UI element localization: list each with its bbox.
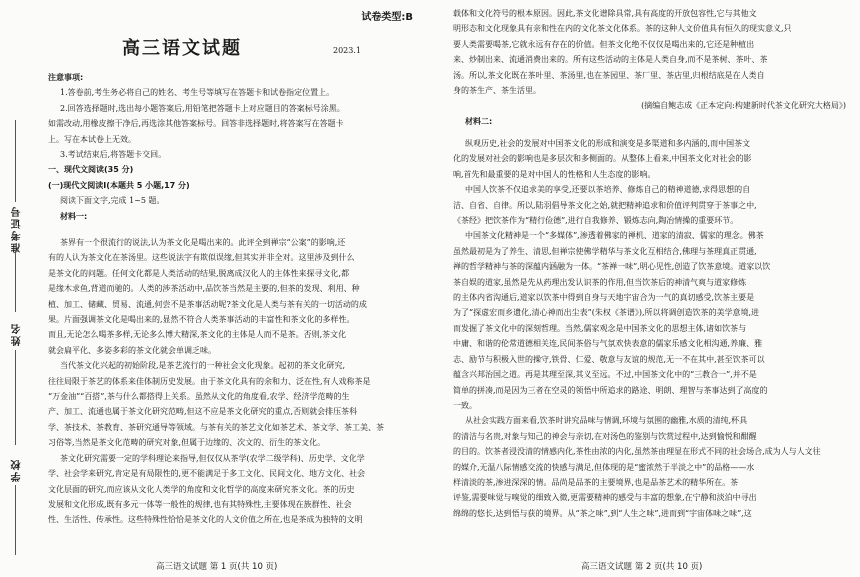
text-line: 中国茶文化精神是一个“多媒体”,渗透着佛家的禅机、道家的清寂、儒家的理念。佛茶 bbox=[465, 231, 764, 241]
exam-type-label: 试卷类型:B bbox=[361, 12, 413, 23]
exam-date: 2023.1 bbox=[333, 46, 361, 55]
material-label: 材料一: bbox=[60, 211, 88, 221]
text-line: 中国人饮茶不仅追求美的享受,还要以茶培养、修炼自己的精神道德,求得思想的自 bbox=[465, 185, 751, 195]
text-line: 的主体内省沟通后,道家以饮茶中得到自身与天地宇宙合为一气的真切感受,饮茶主要是 bbox=[453, 293, 755, 303]
text-line: 《茶经》把饮茶作为“精行俭德”,进行自我修养、锻炼志向,陶冶情操的重要环节。 bbox=[453, 216, 739, 226]
page-2 bbox=[431, 0, 860, 577]
notice-heading: 注意事项: bbox=[48, 73, 84, 82]
text-line: 来、炒制出来、流通消费出来的。所有这些活动的主体是人类自身,而不是茶树、茶叶、茶 bbox=[453, 55, 768, 65]
notice-item: 1.答卷前,考生务必将自己的姓名、考生号等填写在答题卡和试卷指定位置上。 bbox=[60, 88, 335, 98]
name-label: 姓名 bbox=[12, 322, 23, 346]
text-line: 茶界有一个很流行的说法,认为茶文化是喝出来的。此评全到禅宗“公案”的影响,还 bbox=[60, 238, 346, 247]
text-line: 学、社会学来研究,肯定是有局限性的,更不能满足于多工文化、民间文化、地方文化、社会 bbox=[48, 469, 366, 479]
text-line: 从社会实践方面来看,饮茶时讲究品味与情调,环境与氛围的幽雅,水质的清纯,杯具 bbox=[465, 416, 748, 426]
source-citation: (摘编自鲍志成《正本定向:构建新时代茶文化研究大格局》) bbox=[641, 101, 846, 111]
text-line: 一致。 bbox=[453, 400, 477, 410]
text-line: 响,首先和最重要的是对中国人的性格和人生态度的影响。 bbox=[453, 169, 656, 179]
notice-item: 2.回答选择题时,选出每小题答案后,用铅笔把答题卡上对应题目的答案标号涂黑。 bbox=[60, 103, 345, 113]
exam-number-label: 准考证号 bbox=[12, 205, 23, 253]
text-line: 样清淡的茶,渗进深深的情。品尚是品茶的主要境界,也是品茶艺术的精华所在。茶 bbox=[453, 477, 739, 487]
text-line: 载体和文化符号的根本原因。因此,茶文化谱除具常,具有高度的开放包容性,它与其他文 bbox=[453, 9, 757, 18]
page-footer: 高三语文试题 第 1 页(共 10 页) bbox=[156, 562, 278, 572]
binding-line bbox=[15, 250, 16, 312]
text-line: 往往局限于茶艺的体系来佳体制历史发展。由于茶文化具有的余和力、泛在性,有人戏称茶是 bbox=[48, 376, 371, 386]
binding-margin bbox=[0, 0, 46, 577]
school-label: 学校 bbox=[12, 458, 23, 482]
text-line: 植、加工、储藏、贸易、流通,何尝不是茶事活动呢?茶文化是人类与茶有关的一切活动的成 bbox=[48, 299, 367, 309]
material-label: 材料二: bbox=[465, 116, 493, 126]
text-line: 的目的。饮茶者浸没清的情感内化,茶性由浓的内化,虽然茶由理显在形式不同的社会场合,成为人与人文往 bbox=[453, 447, 821, 457]
text-line: 志、励节与积极入世的操守,铁骨、仁爱、敬意与友谊的规范,无一不在其中,甚至饮茶可以 bbox=[453, 354, 765, 364]
text-line: 化的发展对社会的影响也是多层次和多侧面的。从整体上看来,中国茶文化对社会的影 bbox=[453, 154, 752, 164]
notice-item: 3.考试结束后,将答题卡交回。 bbox=[60, 150, 167, 160]
material-1-continued bbox=[453, 6, 846, 129]
material-1-body bbox=[48, 235, 421, 528]
text-line: 茶自娱的道家,虽然是先从药理出发认识茶的作用,但当饮茶后的神清气爽与道家修炼 bbox=[453, 277, 747, 287]
text-line: 茶文化研究需要一定的学科理论来指导,但仅仅从茶学(农学二级学科)、历史学、文化学 bbox=[60, 453, 365, 463]
text-line: 的媒介,无温八际情感交流的快感与满足,但体现的是“蜜浓然于半淡之中”的品格——水 bbox=[453, 462, 755, 472]
page-title: 高三语文试题 bbox=[122, 38, 242, 59]
text-line: 要人类需要喝茶,它就永远有存在的价值。但茶文化绝不仅仅是喝出来的,它还是种植出 bbox=[453, 39, 755, 49]
text-line: 果。片面强调茶文化是喝出来的,显然不符合人类茶事活动的丰富性和茶文化的多样性。 bbox=[48, 315, 355, 325]
binding-line bbox=[15, 485, 16, 555]
text-line: “万金油”“百搭”,茶与什么都搭得上关系。虽然从文化的角度看,农学、经济学范畴的生 bbox=[48, 392, 350, 402]
text-line: 汤。所以,茶文化既在茶叶里、茶汤里,也在茶园里、茶厂里、茶店里,归根结底是在人类自 bbox=[453, 70, 765, 80]
text-line: 有的人认为茶文化在茶汤里。这些说法字有欺似误缘,但其实并非全对。这里涉及到什么 bbox=[48, 253, 355, 263]
text-line: 绵绵的悠长,达到悟与获的境界。从“茶之味”,到“人生之味”,进而到“宇宙体味之味”,这 bbox=[453, 508, 752, 518]
text-line: 文化层面的研究,而应该从文化人类学的角度和文化哲学的高度来研究茶文化。茶的历史 bbox=[48, 484, 355, 494]
text-line: 是缘木求鱼,背道而驰的。人类的涉茶活动中,品饮茶当然是主要的,但茶的发现、利用、种 bbox=[48, 284, 360, 294]
text-line: 为了“探虚宏而乡遗化,清心神而出尘表”(朱权《茶谱》),所以将调创造饮茶的美学意境,进 bbox=[453, 308, 760, 318]
text-line: 蕴含兴邦治国之道。再是其理至深,其义至远。不过,中国茶文化中的“三教合一”,并不是 bbox=[453, 370, 757, 380]
notice-item: 上。写在本试卷上无效。 bbox=[48, 134, 136, 144]
page-footer: 高三语文试题 第 2 页(共 10 页) bbox=[581, 562, 703, 572]
binding-line bbox=[15, 350, 16, 445]
text-line: 产、加工、流通也属于茶文化研究范畴,但这不应是茶文化研究的重点,否则就会排压茶科 bbox=[48, 407, 358, 417]
text-line: 习俗等,当然是茶文化范畴的研究对象,但属于边缘的、次文的、衍生的茶文化。 bbox=[48, 438, 326, 448]
text-line: 发展和文化形成,既有多元一体等一般性的规律,也有其特殊性,主要体现在族群性、社会 bbox=[48, 499, 352, 509]
text-line: 的清洁与名贵,对象与知己的神会与亲切,在对汤色的鉴别与饮赏过程中,达到愉悦和酣醒 bbox=[453, 431, 757, 441]
text-line: 虽然最初是为了养生、清思,但禅宗使佛学精华与茶文化互相结合,佛理与茶理真正贯通, bbox=[453, 246, 757, 256]
text-line: 明形态和文化现象具有亲和性在内的文化茶文化体系。茶的这种人文价值具有恒久的现实意义,只 bbox=[453, 24, 792, 34]
subsection-heading: (一)现代文阅读Ⅰ(本题共 5 小题,17 分) bbox=[48, 180, 190, 190]
material-2-body bbox=[453, 136, 846, 521]
notice-section bbox=[48, 70, 421, 224]
section-heading: 一、现代文阅读(35 分) bbox=[48, 165, 134, 175]
text-line: 纵观历史,社会的发展对中国茶文化的形成和演变是多渠道和多内涵的,而中国茶文 bbox=[465, 139, 751, 148]
text-line: 禅的哲学精神与茶的深蕴内涵融为一体。“茶禅一味”,明心见性,创造了饮茶意境。道家以饮 bbox=[453, 262, 771, 272]
text-line: 性、生活性、传承性。这些特殊性恰恰是茶文化的人文价值之所在,也是茶成为独特的文明 bbox=[48, 515, 363, 525]
text-line: 中庸、和谐的伦常道德相关连,民间茶俗与气氛欢快表意的儒家乐感文化相沟通,养廉、雅 bbox=[453, 339, 763, 349]
notice-item: 如需改动,用橡皮擦干净后,再选涂其他答案标号。回答非选择题时,将答案写在答题卡 bbox=[48, 119, 344, 129]
text-line: 而且,无论怎么喝茶多样,无论多么博大精深,茶文化的主体是人而不是茶。否则,茶文化 bbox=[48, 330, 347, 340]
instruction-text: 阅读下面文字,完成 1~5 题。 bbox=[60, 196, 165, 206]
text-line: 评鉴,需要味觉与嗅觉的细致入微,更需要精神的感受与丰富的想象,在宁静和淡泊中寻出 bbox=[453, 493, 757, 503]
text-line: 就会扁平化、多姿多彩的茶文化就会单调乏味。 bbox=[48, 345, 216, 355]
text-line: 学、茶技术、茶教育、茶研究通导等领域。与茶有关的茶艺文化如茶艺术、茶文学、茶工美、茶 bbox=[48, 422, 384, 432]
text-line: 而发掘了茶文化中的深刻哲理。当然,儒家观念是中国茶文化的思想主体,诸如饮茶与 bbox=[453, 323, 747, 333]
text-line: 是茶文化的问题。任何文化都是人类活动的结果,脱离成汉化人的主体性来探寻文化,都 bbox=[48, 268, 350, 278]
binding-line bbox=[15, 120, 16, 202]
text-line: 洁、自省、自律。所以,陆羽倡导茶文化之始,就把精神追求和价值评判贯穿于茶事之中, bbox=[453, 200, 757, 210]
text-line: 当代茶文化兴起的初始阶段,是茶艺流行的一种社会文化现象。起初的茶文化研究, bbox=[60, 361, 346, 371]
text-line: 身的茶生产、茶生活里。 bbox=[453, 86, 541, 96]
text-line: 简单的拼凑,而是因为三者在空灵的领悟中所追求的路途、明朗、理智与茶事达到了高度的 bbox=[453, 385, 768, 395]
